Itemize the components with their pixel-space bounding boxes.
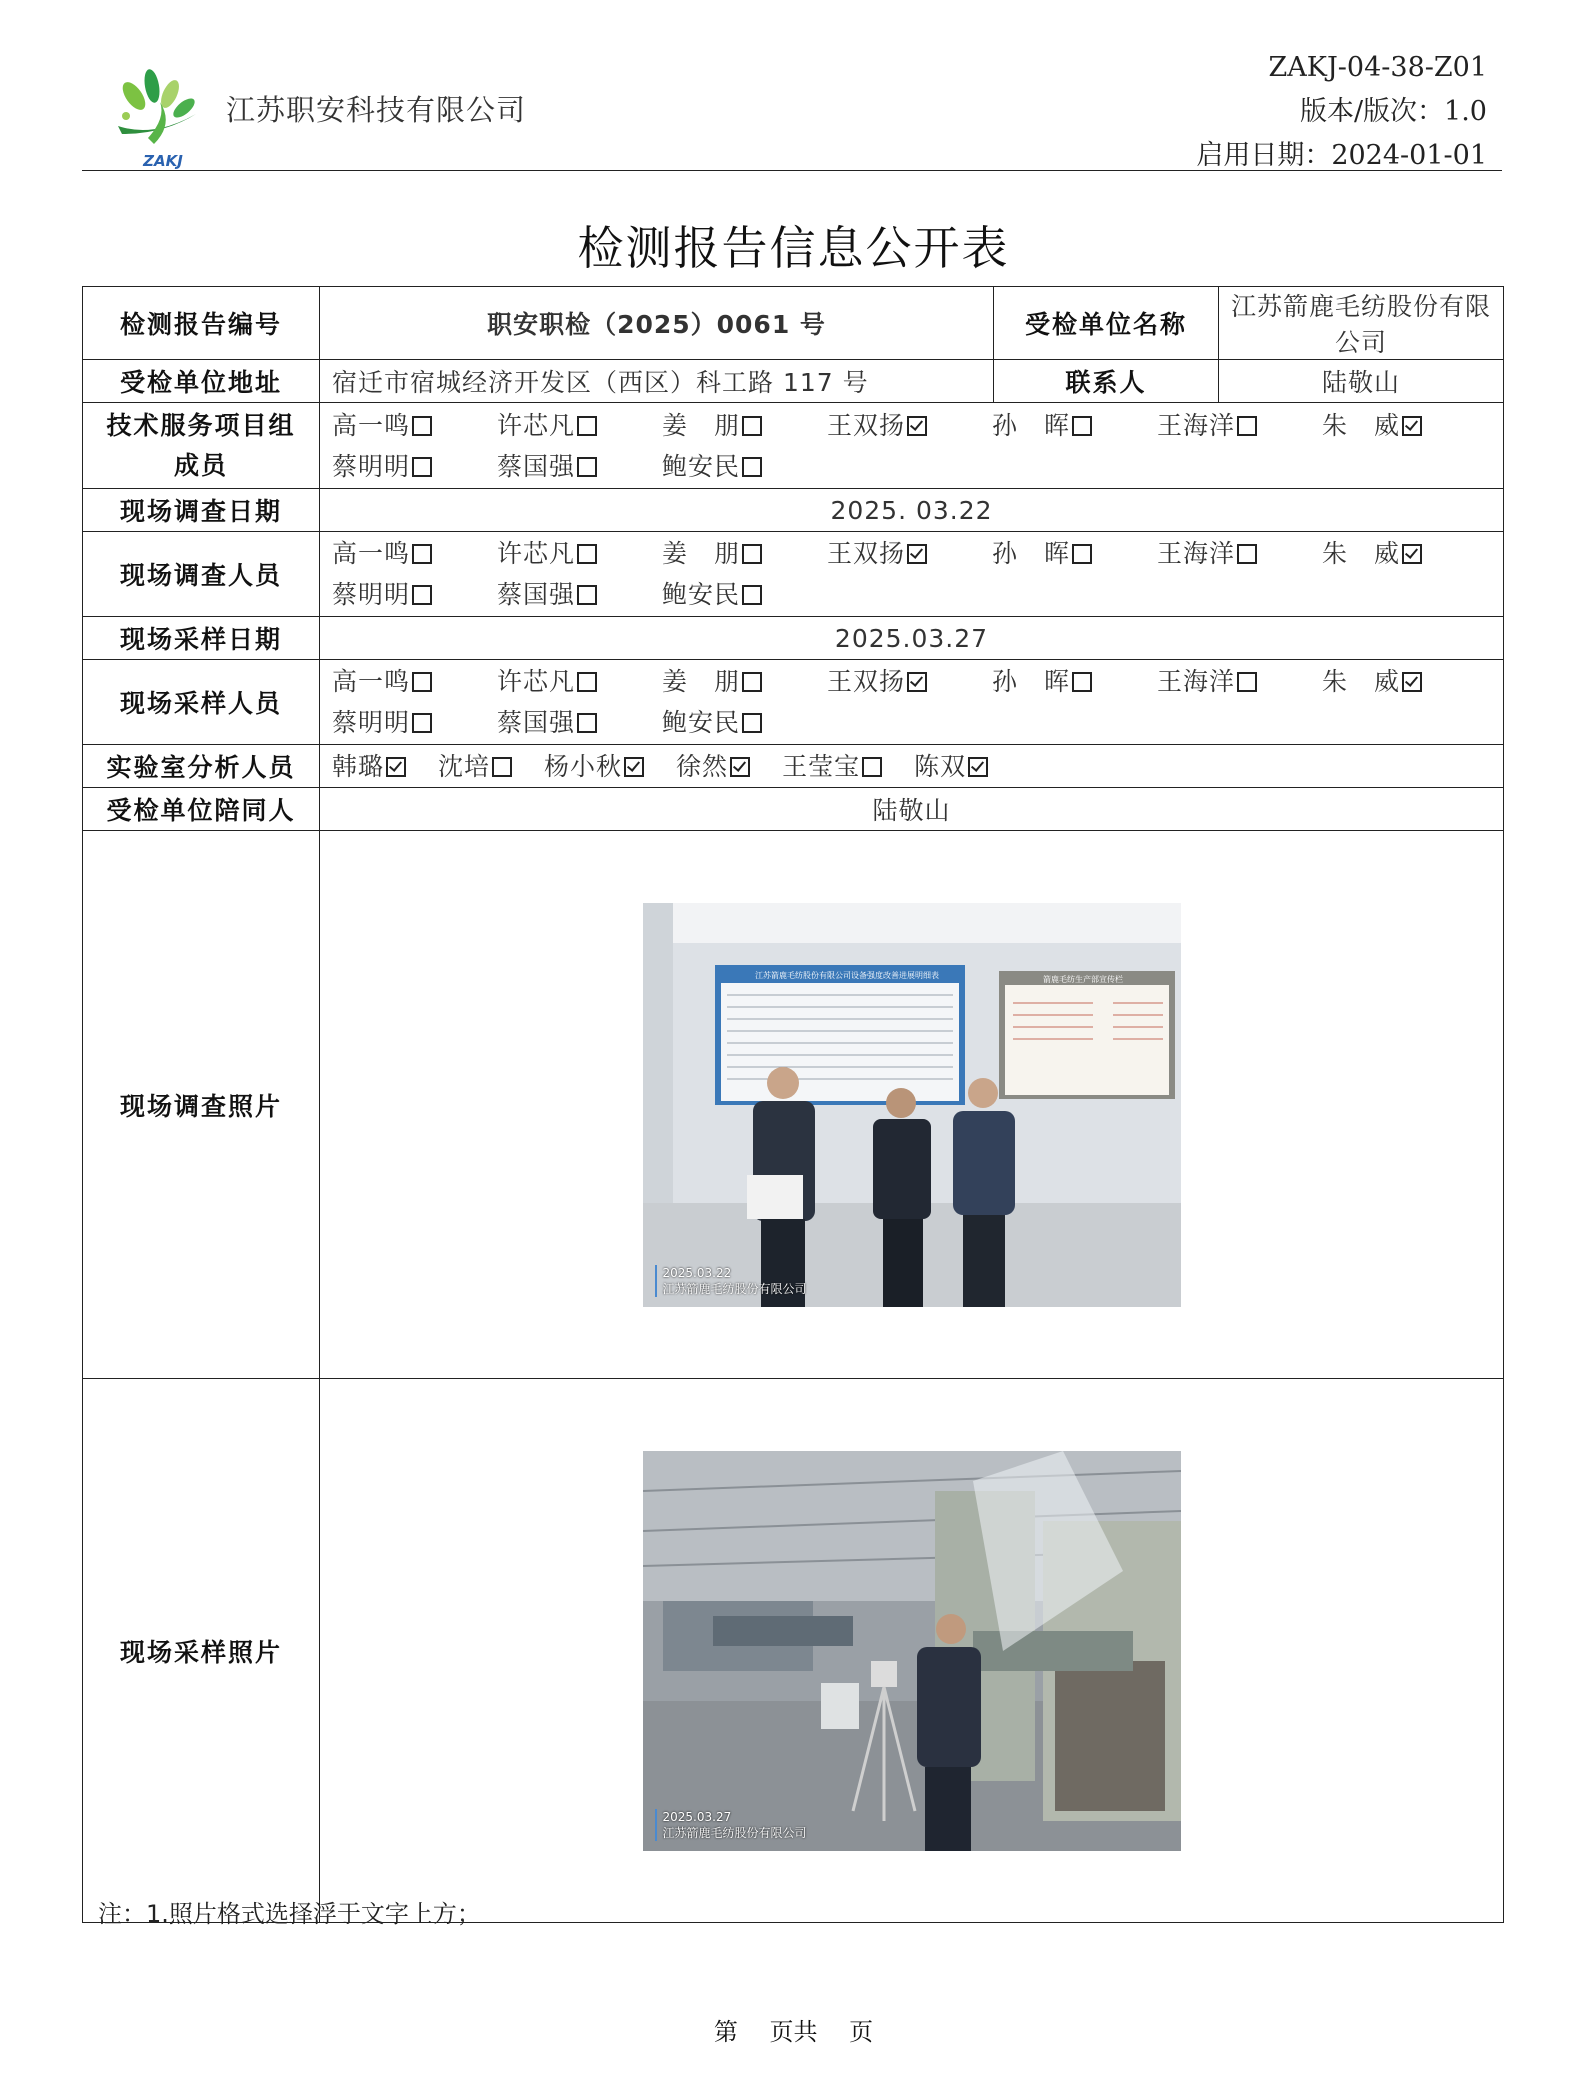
table-row — [83, 831, 1504, 1379]
survey-photo-stamp-company: 江苏箭鹿毛纺股份有限公司 — [662, 1281, 807, 1296]
person-entry — [827, 405, 992, 446]
sampling-photo-stamp-date: 2025.03.27 — [662, 1809, 732, 1824]
sampling-people-label: 现场采样人员 — [83, 660, 320, 745]
sampling-people-list — [332, 661, 1491, 743]
unchecked-box-icon — [412, 713, 432, 733]
company-name: 江苏职安科技有限公司 — [226, 93, 527, 127]
contact-label: 联系人 — [994, 360, 1219, 403]
checked-box-icon — [624, 757, 644, 777]
unchecked-box-icon — [412, 457, 432, 477]
survey-people-cell — [320, 532, 1504, 617]
person-entry — [1157, 533, 1322, 574]
unchecked-box-icon — [577, 416, 597, 436]
checked-box-icon — [1402, 544, 1422, 564]
person-entry — [992, 405, 1157, 446]
survey-board-right-title: 箭鹿毛纺生产部宣传栏 — [1042, 974, 1123, 984]
unchecked-box-icon — [1072, 544, 1092, 564]
document-start-date: 启用日期：2024-01-01 — [1196, 140, 1487, 171]
person-entry — [332, 702, 497, 743]
sampling-date-label: 现场采样日期 — [83, 617, 320, 660]
person-entry — [1322, 661, 1487, 702]
sampling-photo-image — [643, 1451, 1181, 1851]
table-row — [83, 1379, 1504, 1923]
person-name: 高一鸣 — [332, 410, 411, 440]
person-name: 蔡明明 — [332, 708, 411, 737]
person-name: 许芯凡 — [497, 539, 576, 568]
person-name: 陈双 — [914, 751, 967, 781]
table-row — [83, 360, 1504, 403]
unchecked-box-icon — [1237, 544, 1257, 564]
person-name: 蔡明明 — [332, 580, 411, 609]
sampling-photo — [643, 1451, 1181, 1851]
person-name: 王双扬 — [827, 667, 906, 696]
person-name: 姜 朋 — [662, 539, 741, 568]
person-entry — [827, 533, 992, 574]
person-entry — [497, 533, 662, 574]
person-name: 许芯凡 — [497, 667, 576, 696]
sampling-people-cell — [320, 660, 1504, 745]
person-entry — [662, 702, 827, 743]
unchecked-box-icon — [862, 757, 882, 777]
person-name: 鲍安民 — [662, 580, 741, 609]
person-entry — [497, 574, 662, 615]
person-name: 姜 朋 — [662, 410, 741, 440]
survey-photo-label: 现场调查照片 — [83, 831, 320, 1379]
page-title: 检测报告信息公开表 — [577, 221, 1010, 275]
person-name: 朱 威 — [1322, 539, 1401, 568]
person-entry — [497, 405, 662, 446]
checked-box-icon — [730, 757, 750, 777]
unchecked-box-icon — [492, 757, 512, 777]
person-entry — [544, 746, 644, 787]
table-row — [83, 617, 1504, 660]
document-code: ZAKJ-04-38-Z01 — [1268, 52, 1487, 83]
table-row — [83, 287, 1504, 360]
survey-date-label: 现场调查日期 — [83, 489, 320, 532]
page-footer: 第 页共 页 — [713, 2018, 874, 2046]
person-entry — [332, 746, 406, 787]
person-name: 杨小秋 — [544, 751, 623, 781]
person-entry — [497, 446, 662, 487]
person-entry — [332, 405, 497, 446]
unit-address-value: 宿迁市宿城经济开发区（西区）科工路 117 号 — [320, 360, 994, 403]
table-row — [83, 403, 1504, 489]
person-entry — [332, 446, 497, 487]
person-name: 鲍安民 — [662, 708, 741, 737]
person-name: 蔡国强 — [497, 708, 576, 737]
header-divider — [82, 170, 1502, 171]
person-entry — [662, 533, 827, 574]
logo-text: ZAKJ — [143, 152, 183, 170]
person-entry — [1157, 405, 1322, 446]
survey-people-list — [332, 533, 1491, 615]
checked-box-icon — [907, 544, 927, 564]
company-logo — [104, 64, 214, 172]
survey-photo-stamp-date: 2025.03.22 — [662, 1265, 732, 1280]
person-name: 蔡国强 — [497, 580, 576, 609]
team-member-list — [332, 405, 1491, 487]
unchecked-box-icon — [1237, 416, 1257, 436]
lab-people-label: 实验室分析人员 — [83, 745, 320, 788]
person-name: 蔡国强 — [497, 451, 576, 481]
person-entry — [676, 746, 750, 787]
escort-value: 陆敬山 — [320, 788, 1504, 831]
unchecked-box-icon — [577, 544, 597, 564]
person-name: 王双扬 — [827, 539, 906, 568]
person-entry — [332, 661, 497, 702]
person-entry — [332, 533, 497, 574]
survey-photo-image — [643, 903, 1181, 1307]
lab-people-cell — [320, 745, 1504, 788]
person-name: 许芯凡 — [497, 410, 576, 440]
leaf-logo-icon — [104, 64, 214, 154]
person-entry — [662, 661, 827, 702]
unchecked-box-icon — [742, 672, 762, 692]
checked-box-icon — [386, 757, 406, 777]
survey-photo — [643, 903, 1181, 1307]
unit-address-label: 受检单位地址 — [83, 360, 320, 403]
sampling-photo-stamp-company: 江苏箭鹿毛纺股份有限公司 — [662, 1825, 807, 1840]
sampling-photo-cell — [320, 1379, 1504, 1923]
person-entry — [497, 661, 662, 702]
contact-value: 陆敬山 — [1219, 360, 1504, 403]
person-name: 蔡明明 — [332, 451, 411, 481]
survey-date-value: 2025. 03.22 — [320, 489, 1504, 532]
person-entry — [1322, 533, 1487, 574]
escort-label: 受检单位陪同人 — [83, 788, 320, 831]
table-row — [83, 532, 1504, 617]
person-name: 姜 朋 — [662, 667, 741, 696]
checked-box-icon — [907, 672, 927, 692]
info-table — [82, 286, 1504, 1923]
unchecked-box-icon — [412, 544, 432, 564]
person-entry — [1322, 405, 1487, 446]
unchecked-box-icon — [577, 713, 597, 733]
person-entry — [497, 702, 662, 743]
unchecked-box-icon — [742, 416, 762, 436]
unit-name-label: 受检单位名称 — [994, 287, 1219, 360]
person-name: 王海洋 — [1157, 410, 1236, 440]
team-members-cell — [320, 403, 1504, 489]
person-name: 徐然 — [676, 751, 729, 781]
person-entry — [662, 446, 827, 487]
report-number-value: 职安职检（2025）0061 号 — [320, 287, 994, 360]
footnote: 注：1.照片格式选择浮于文字上方； — [98, 1900, 481, 1928]
table-row — [83, 745, 1504, 788]
person-name: 鲍安民 — [662, 451, 741, 481]
unchecked-box-icon — [1237, 672, 1257, 692]
person-entry — [992, 533, 1157, 574]
person-entry — [827, 661, 992, 702]
document-version: 版本/版次：1.0 — [1299, 96, 1487, 127]
lab-people-list — [332, 746, 1491, 787]
survey-people-label: 现场调查人员 — [83, 532, 320, 617]
unchecked-box-icon — [412, 416, 432, 436]
unchecked-box-icon — [577, 672, 597, 692]
unchecked-box-icon — [742, 713, 762, 733]
person-name: 王双扬 — [827, 410, 906, 440]
person-name: 韩璐 — [332, 751, 385, 781]
unchecked-box-icon — [577, 585, 597, 605]
sampling-photo-label: 现场采样照片 — [83, 1379, 320, 1923]
person-name: 孙 晖 — [992, 667, 1071, 696]
table-row — [83, 489, 1504, 532]
unchecked-box-icon — [412, 672, 432, 692]
unchecked-box-icon — [1072, 416, 1092, 436]
survey-photo-cell — [320, 831, 1504, 1379]
checked-box-icon — [968, 757, 988, 777]
person-entry — [782, 746, 882, 787]
checked-box-icon — [907, 416, 927, 436]
checked-box-icon — [1402, 672, 1422, 692]
person-entry — [662, 574, 827, 615]
survey-board-left-title: 江苏箭鹿毛纺股份有限公司设备强度改善进展明细表 — [754, 970, 939, 980]
unchecked-box-icon — [1072, 672, 1092, 692]
person-name: 王莹宝 — [782, 751, 861, 781]
report-number-label: 检测报告编号 — [83, 287, 320, 360]
unchecked-box-icon — [742, 585, 762, 605]
unchecked-box-icon — [577, 457, 597, 477]
person-name: 王海洋 — [1157, 667, 1236, 696]
unchecked-box-icon — [412, 585, 432, 605]
table-row — [83, 788, 1504, 831]
person-entry — [1157, 661, 1322, 702]
document-meta — [1196, 46, 1487, 178]
sampling-date-value: 2025.03.27 — [320, 617, 1504, 660]
checked-box-icon — [1402, 416, 1422, 436]
person-entry — [992, 661, 1157, 702]
table-row — [83, 660, 1504, 745]
unchecked-box-icon — [742, 544, 762, 564]
person-name: 高一鸣 — [332, 539, 411, 568]
survey-photo-stamp — [655, 1265, 807, 1297]
person-entry — [438, 746, 512, 787]
person-entry — [332, 574, 497, 615]
person-entry — [662, 405, 827, 446]
unchecked-box-icon — [742, 457, 762, 477]
person-name: 孙 晖 — [992, 539, 1071, 568]
person-name: 王海洋 — [1157, 539, 1236, 568]
person-name: 朱 威 — [1322, 667, 1401, 696]
person-name: 朱 威 — [1322, 410, 1401, 440]
person-name: 高一鸣 — [332, 667, 411, 696]
unit-name-value: 江苏箭鹿毛纺股份有限公司 — [1219, 287, 1504, 360]
person-entry — [914, 746, 988, 787]
sampling-photo-stamp — [655, 1809, 807, 1841]
person-name: 沈培 — [438, 751, 491, 781]
team-label: 技术服务项目组成员 — [83, 403, 320, 489]
person-name: 孙 晖 — [992, 410, 1071, 440]
